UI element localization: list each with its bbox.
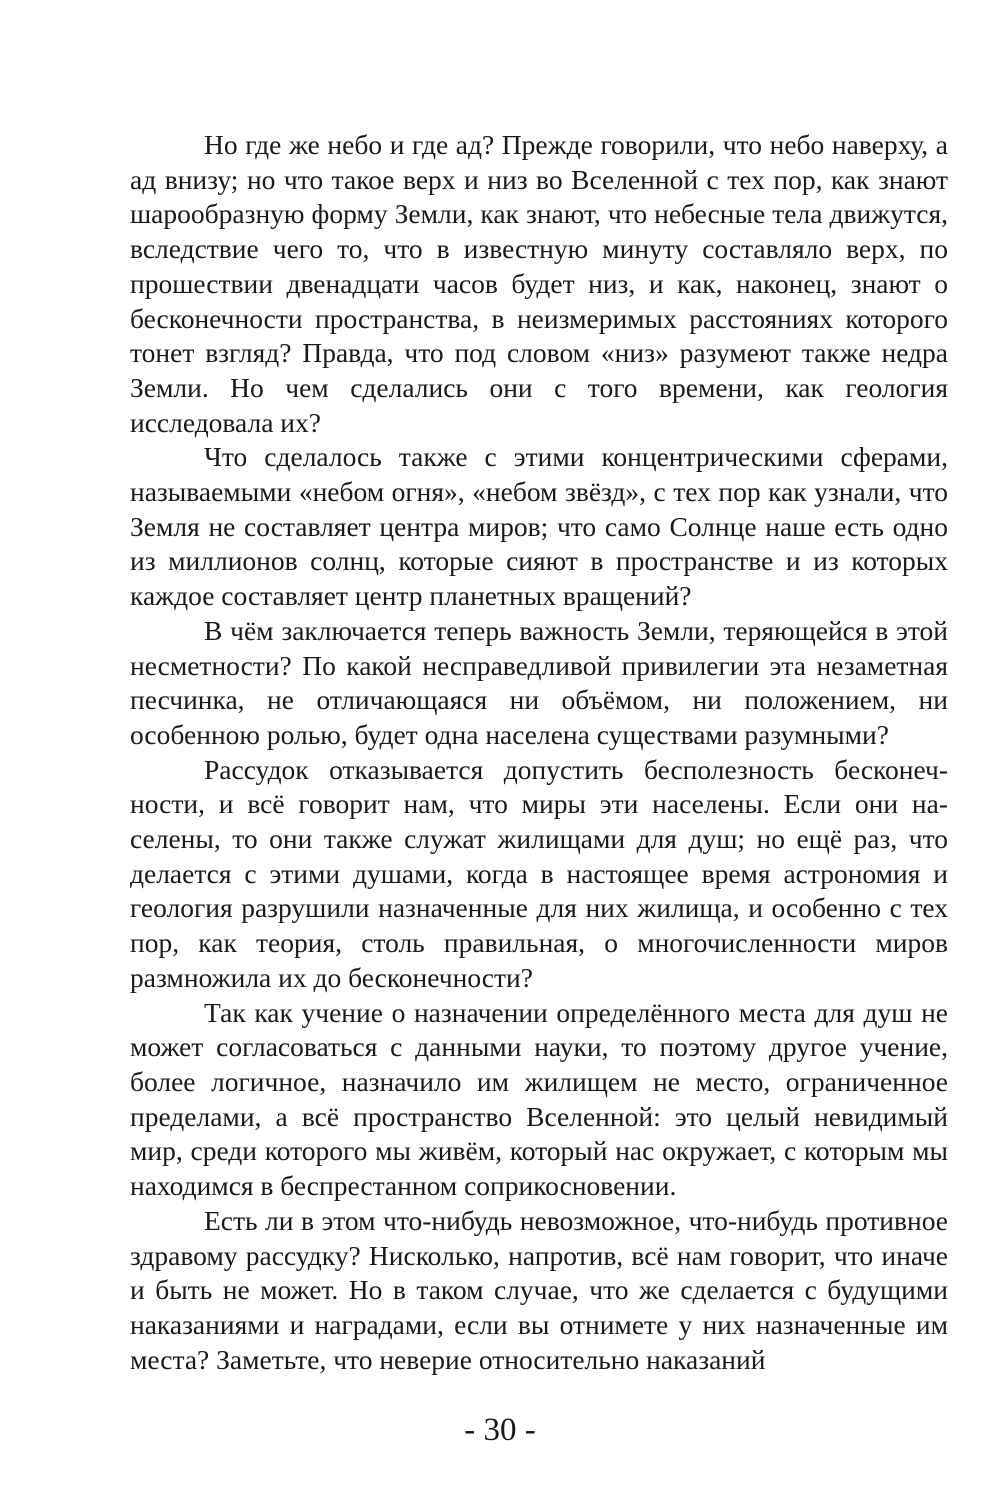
paragraph-4: Рассудок отказывается допустить бесполезность бесконечности, и всё говорит нам, что миры эти населены. Если они населены, то они также служат жилищами для душ; но ещё раз, что делается с этими душами, когда в настоящее время астрономия и геология разрушили назначенные для них жилища, и особенно с тех пор, как теория, столь правильная, о многочисленности миров размножила их до бесконечности? [130,753,948,993]
paragraph-5: Так как учение о назначении определённого места для душ не может согласоваться с данными науки, то поэтому другое учение, более логичное, назначило им жилищем не место, ограниченное пределами, а всё пространство Вселенной: это целый невидимый мир, среди которого мы живём, который нас окружает, с которым мы находимся в беспрестанном соприкосновении. [130,996,948,1202]
page-number: - 30 - [464,1412,536,1448]
paragraph-6: Есть ли в этом что-нибудь невозможное, что-нибудь противное здравому рассудку? Нисколько, напротив, всё нам говорит, что иначе и быть не может. Но в таком случае, что же сделается с будущими наказаниями и наградами, если вы отнимете у них назначенные им места? Заметьте, что неверие относительно наказаний [130,1204,948,1375]
paragraph-1: Но где же небо и где ад? Прежде говорили, что небо наверху, а ад внизу; но что такое верх и низ во Вселенной с тех пор, как знают шарообразную форму Земли, как знают, что небесные тела движутся, вследствие чего то, что в известную минуту составляло верх, по прошествии двенадцати часов будет низ, и как, наконец, знают о бесконечности пространства, в неизмеримых расстояниях которого тонет взгляд? Правда, что под словом «низ» разумеют также недра Земли. Но чем сделались они с того времени, как геология исследовала их? [130,129,948,438]
paragraph-2: Что сделалось также с этими концентрическими сферами, называемыми «небом огня», «небом звёзд», с тех пор как узнали, что Земля не составляет центра миров; что само Солнце наше есть одно из миллионов солнц, которые сияют в пространстве и из которых каждое составляет центр планетных вращений? [130,441,948,612]
paragraph-3: В чём заключается теперь важность Земли, теряющейся в этой несметности? По какой несправедливой привилегии эта незаметная песчинка, не отличающаяся ни объёмом, ни положением, ни особенною ролью, будет одна населена существами разумными? [130,614,948,750]
page-body [130,128,948,1377]
